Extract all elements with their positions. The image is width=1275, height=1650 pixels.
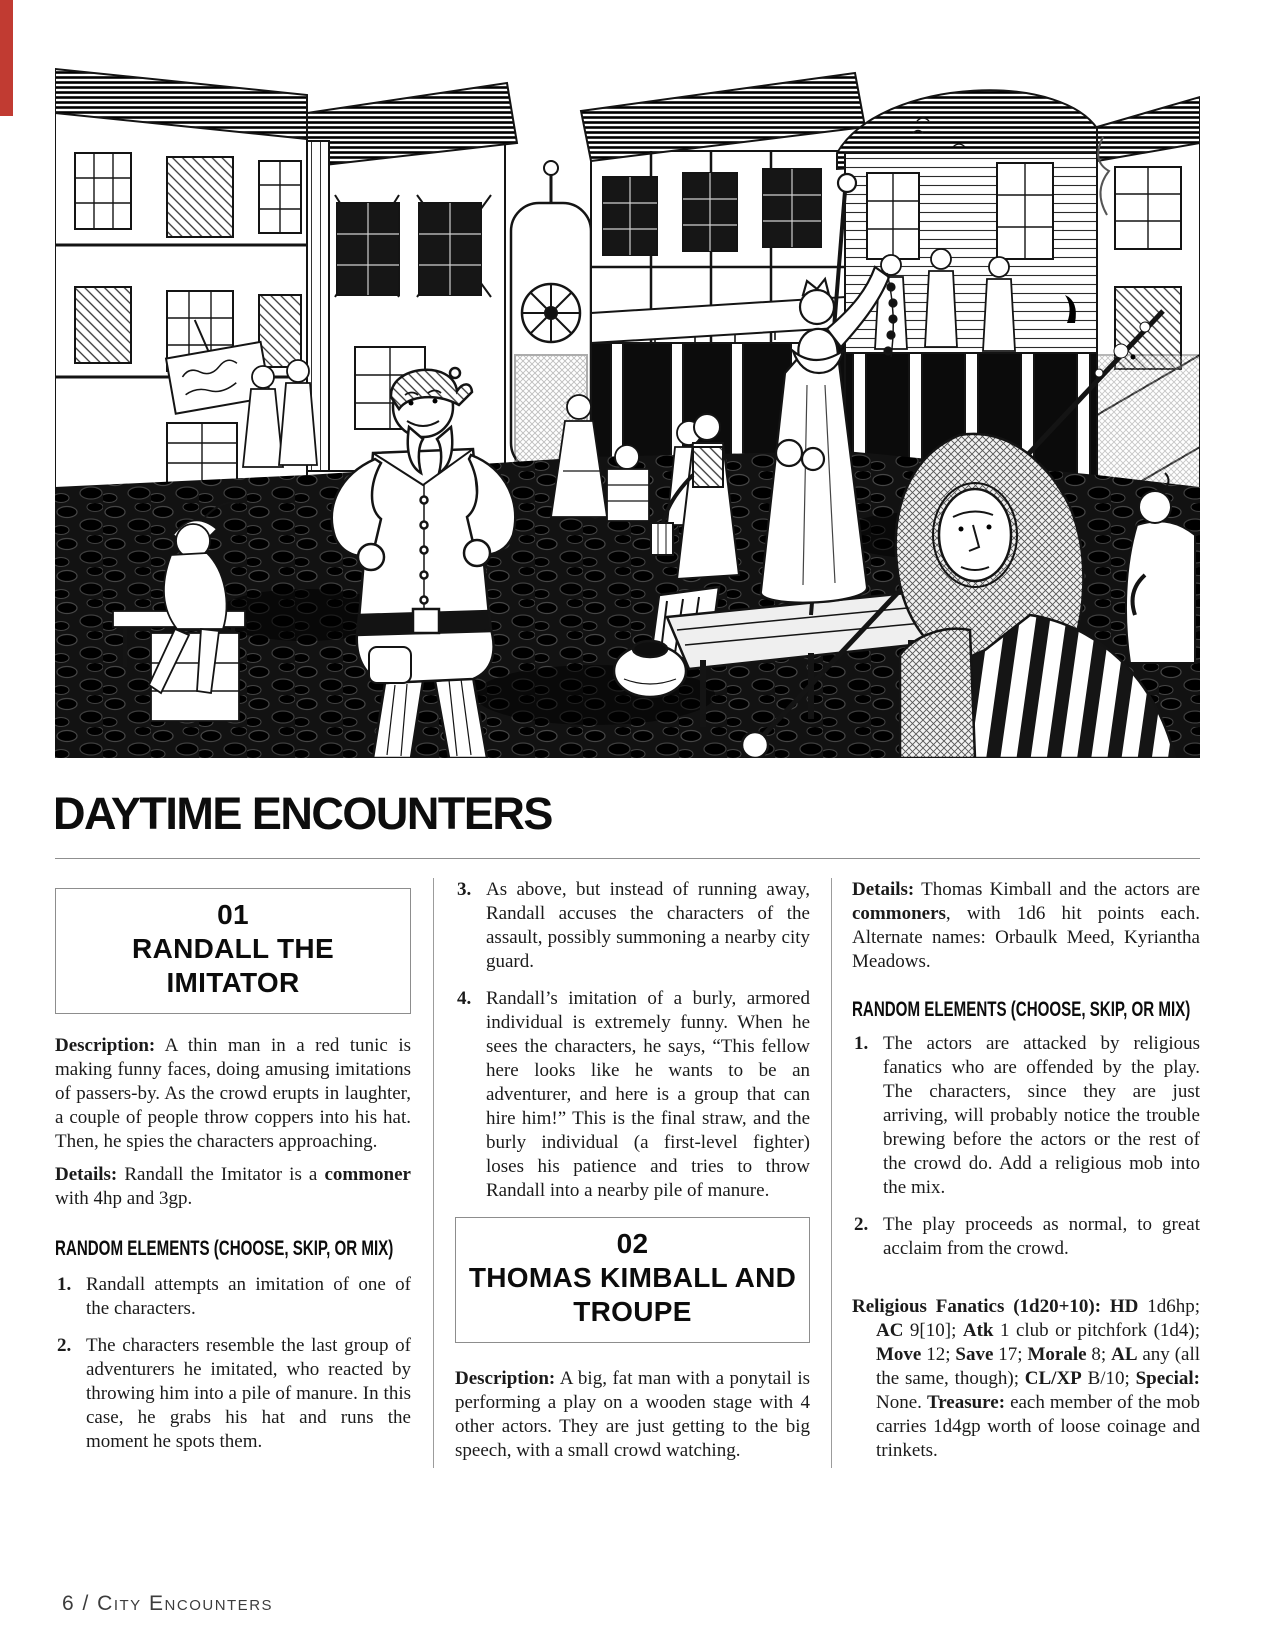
column-2 [455,858,810,1463]
list-item-text: As above, but instead of running away, Randall accuses the characters of the assault, possibly summoning a nearby city guard. [486,879,810,972]
list-item-number: 4. [457,988,472,1009]
list-item-text: The characters resemble the last group of adventurers he imitated, who reacted by throwing him into a pile of manure. In this case, he grabs his hat and runs the moment he spots them. [86,1335,411,1452]
list-item [55,1273,411,1321]
column-divider [433,878,434,1468]
list-item-text: Randall attempts an imitation of one of the characters. [86,1274,411,1319]
description-paragraph: Description: A big, fat man with a ponytail is performing a play on a wooden stage with 4 other actors. They are just getting to the big speech, with a small crowd watching. [455,1368,810,1461]
details-paragraph: Details: Thomas Kimball and the actors are commoners, with 1d6 hit points each. Alternate names: Orbaulk Meed, Kyriantha Meadows. [852,879,1200,972]
encounter-number: 02 [616,1228,649,1259]
list-item-number: 3. [457,879,472,900]
city-illustration [55,55,1200,758]
list-item-text: The play proceeds as normal, to great acclaim from the crowd. [883,1214,1200,1259]
column-3 [852,858,1200,1463]
column-divider [831,878,832,1468]
details-paragraph: Details: Randall the Imitator is a commoner with 4hp and 3gp. [55,1164,411,1209]
page-edge-tab [0,0,13,116]
list-item-text: The actors are attacked by religious fanatics who are offended by the play. The characters, since they are just arriving, will probably notice the trouble brewing before the actors or the rest of the crowd do. Add a religious mob into the mix. [883,1033,1200,1198]
column-1 [55,858,411,1467]
encounter-title: THOMAS KIMBALL AND TROUPE [468,1262,797,1327]
list-item [455,987,810,1203]
page-title: DAYTIME ENCOUNTERS [53,788,552,839]
list-item-number: 1. [854,1033,869,1054]
description-paragraph: Description: A thin man in a red tunic is making funny faces, doing amusing imitations of passers-by. As the crowd erupts in laughter, a couple of people throw coppers into his hat. Then, he spies the characters approaching. [55,1035,411,1152]
encounter-01-header-box [55,888,411,1014]
religious-fanatics-statblock: Religious Fanatics (1d20+10): HD 1d6hp; AC 9[10]; Atk 1 club or pitchfork (1d4); Move 12; Save 17; Morale 8; AL any (all the same, though); CL/XP B/10; Special: None. Treasure: each member of the mob carries 1d4gp worth of loose coinage and trinkets. [852,1296,1201,1461]
list-item [852,1213,1200,1261]
random-elements-heading: RANDOM ELEMENTS (CHOOSE, SKIP, OR MIX) [852,998,1191,1021]
list-item [852,1032,1200,1200]
city-illustration-svg [55,55,1200,758]
encounter-02-header-box [455,1217,810,1343]
page-footer: 6 / City Encounters [62,1592,274,1615]
list-item [455,878,810,974]
list-item-number: 1. [57,1274,72,1295]
random-elements-heading: RANDOM ELEMENTS (CHOOSE, SKIP, OR MIX) [55,1237,394,1260]
encounter-number: 01 [217,899,249,930]
list-item [55,1334,411,1454]
list-item-text: Randall’s imitation of a burly, armored individual is extremely funny. When he sees the characters, he says, “This fellow here looks like he wants to be an adventurer, and here is a group that can hire him!” This is the final straw, and the burly individual (a first-level fighter) loses his patience and tries to throw Randall into a nearby pile of manure. [486,988,810,1201]
encounter-title: RANDALL THE IMITATOR [132,933,334,998]
list-item-number: 2. [854,1214,869,1235]
list-item-number: 2. [57,1335,72,1356]
